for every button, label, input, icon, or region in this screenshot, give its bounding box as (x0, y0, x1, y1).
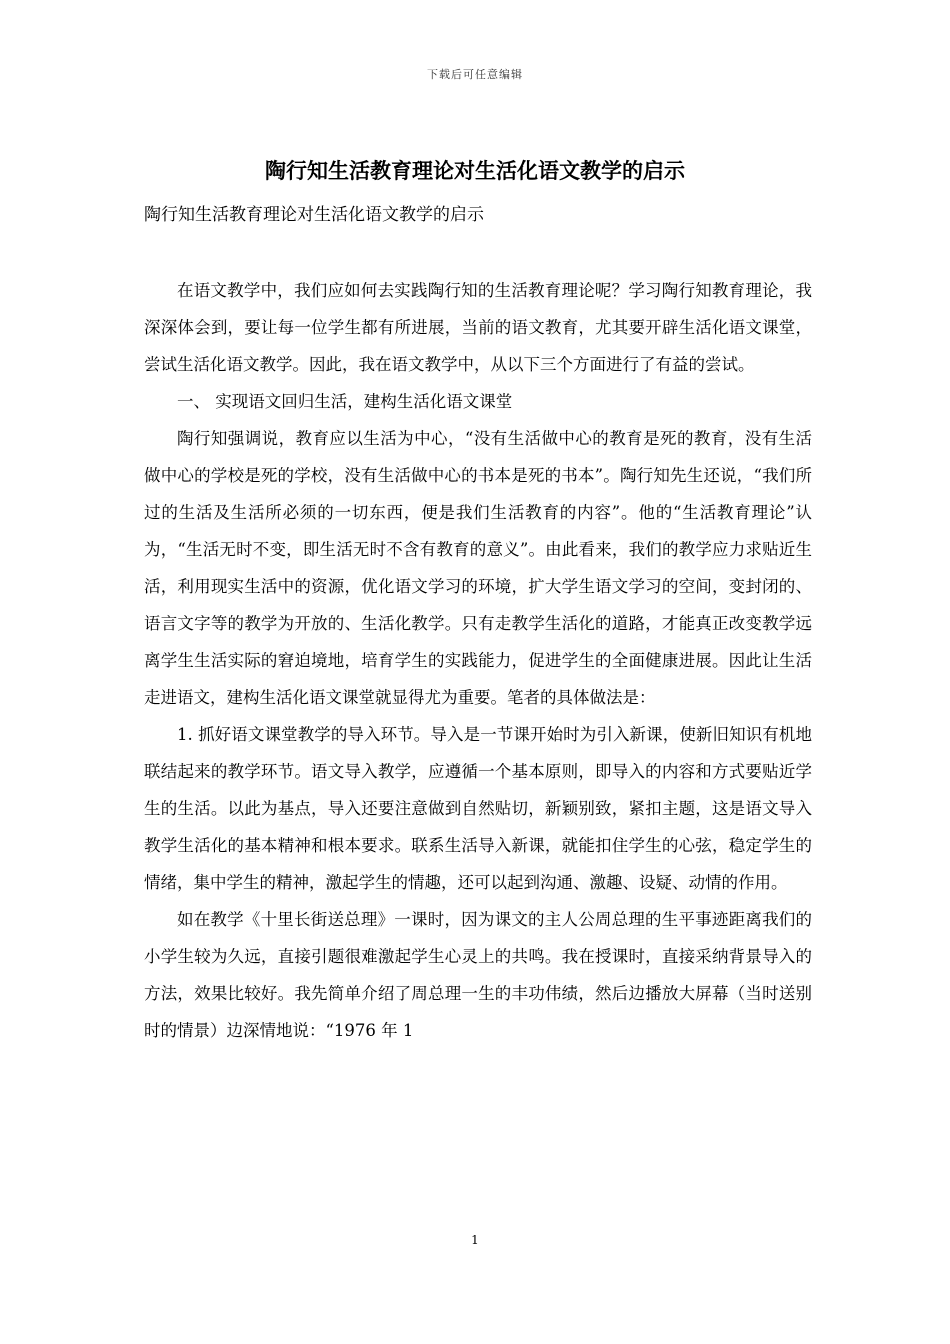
page-number: 1 (471, 1233, 479, 1247)
paragraph-point-1: 1. 抓好语文课堂教学的导入环节。导入是一节课开始时为引入新课，使新旧知识有机地联结起来的教学环节。语文导入教学，应遵循一个基本原则，即导入的内容和方式要贴近学生的生活。以此为基点，导入还要注意做到自然贴切，新颖别致，紧扣主题，这是语文导入教学生活化的基本精神和根本要求。联系生活导入新课，就能扣住学生的心弦，稳定学生的情绪，集中学生的精神，激起学生的情趣，还可以起到沟通、激趣、设疑、动情的作用。 (144, 725, 812, 892)
document-subtitle: 陶行知生活教育理论对生活化语文教学的启示 (144, 205, 484, 225)
paragraph-tao-xingzhi: 陶行知强调说，教育应以生活为中心，“没有生活做中心的教育是死的教育，没有生活做中心的学校是死的学校，没有生活做中心的书本是死的书本”。陶行知先生还说，“我们所过的生活及生活所必须的一切东西，便是我们生活教育的内容”。他的“生活教育理论”认为，“生活无时不变，即生活无时不含有教育的意义”。由此看来，我们的教学应力求贴近生活，利用现实生活中的资源，优化语文学习的环境，扩大学生语文学习的空间，变封闭的、语言文字等的教学为开放的、生活化教学。只有走教学生活化的道路，才能真正改变教学远离学生生活实际的窘迫境地，培育学生的实践能力，促进学生的全面健康进展。因此让生活走进语文，建构生活化语文课堂就显得尤为重要。笔者的具体做法是： (144, 429, 812, 707)
paragraph-intro: 在语文教学中，我们应如何去实践陶行知的生活教育理论呢？学习陶行知教育理论，我深深体会到，要让每一位学生都有所进展，当前的语文教育，尤其要开辟生活化语文课堂，尝试生活化语文教学。因此，我在语文教学中，从以下三个方面进行了有益的尝试。 (144, 281, 812, 374)
document-body (144, 272, 812, 1049)
paragraph-example: 如在教学《十里长街送总理》一课时，因为课文的主人公周总理的生平事迹距离我们的小学生较为久远，直接引题很难激起学生心灵上的共鸣。我在授课时，直接采纳背景导入的方法，效果比较好。我先简单介绍了周总理一生的丰功伟绩，然后边播放大屏幕（当时送别时的情景）边深情地说：“1976 年 1 (144, 910, 812, 1040)
section-heading-1: 一、 实现语文回归生活，建构生活化语文课堂 (177, 392, 513, 411)
document-title: 陶行知生活教育理论对生活化语文教学的启示 (265, 158, 685, 183)
header-note: 下载后可任意编辑 (427, 68, 523, 81)
